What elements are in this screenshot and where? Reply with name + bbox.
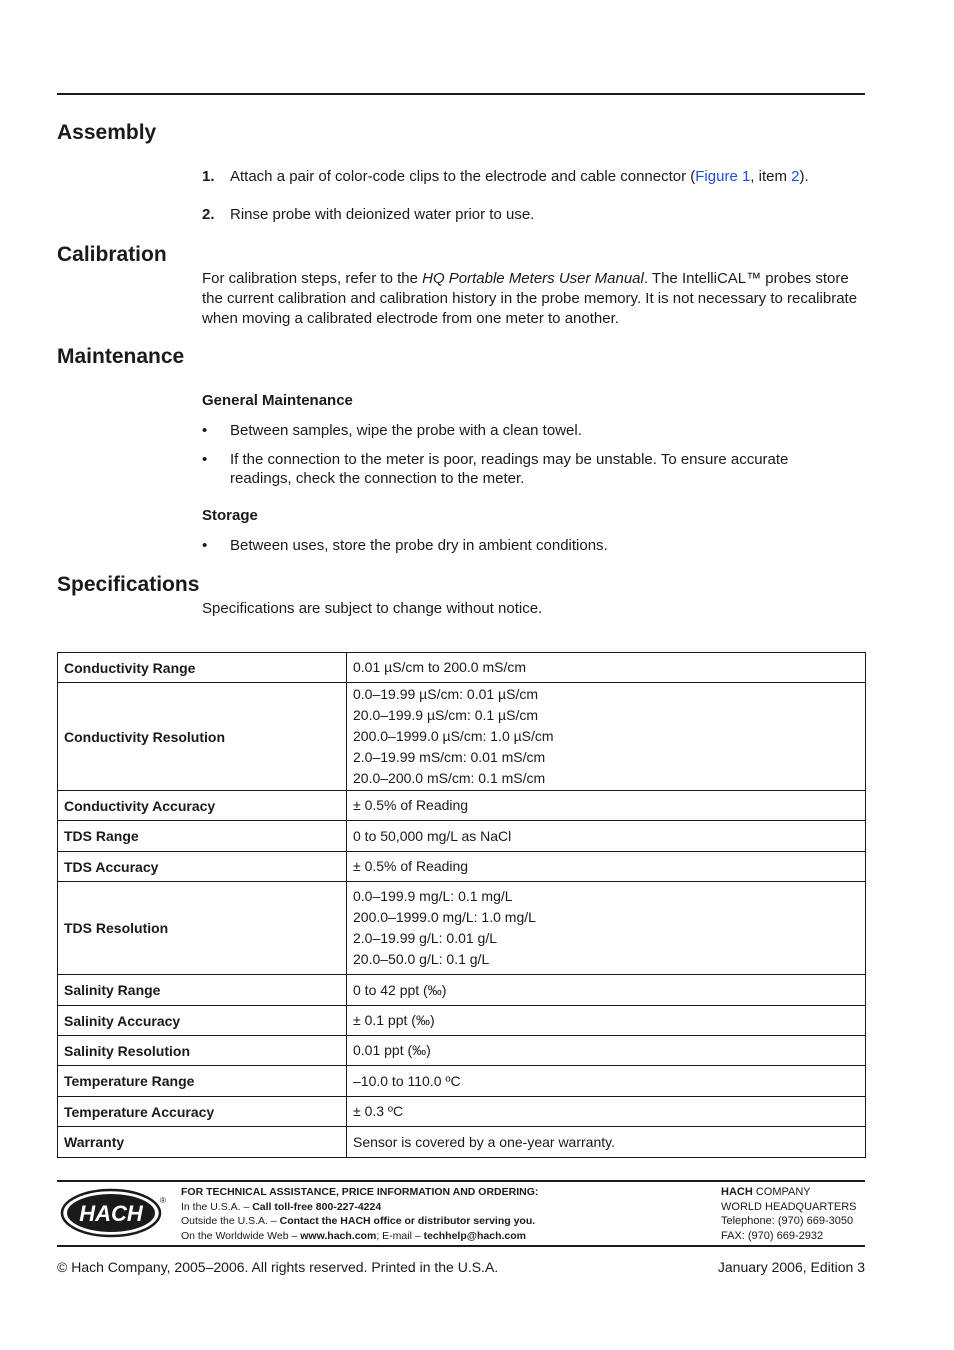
spec-value: [347, 653, 866, 683]
outside-line: [181, 1214, 538, 1229]
spec-label: Salinity Range: [58, 975, 347, 1006]
spec-value-line: 20.0–50.0 g/L: 0.1 g/L: [353, 951, 490, 967]
spec-label: Conductivity Resolution: [58, 683, 347, 791]
spec-value: [347, 882, 866, 975]
bullet-text: If the connection to the meter is poor, readings may be unstable. To ensure accurate readings, check the connection to the meter.: [230, 451, 789, 487]
general-maintenance-heading: General Maintenance: [202, 392, 353, 409]
spec-value: [347, 791, 866, 821]
spec-value: [347, 1127, 866, 1158]
spec-value-line: 0 to 42 ppt (‰): [353, 981, 447, 998]
step-text: , item: [750, 168, 792, 185]
calibration-text: . The IntelliCAL™ probes store the current calibration and calibration history in the probe memory. It is not necessary to recalibrate when moving a calibrated electrode from one meter to another.: [202, 270, 858, 327]
bullet-text: Between samples, wipe the probe with a clean towel.: [230, 422, 582, 439]
spec-row: [58, 852, 866, 882]
spec-value-line: 0.01 ppt (‰): [353, 1042, 431, 1058]
calibration-heading: Calibration: [57, 243, 167, 266]
company-suffix: COMPANY: [752, 1186, 811, 1198]
spec-row: [58, 653, 866, 683]
web-line: [181, 1229, 538, 1244]
spec-row: [58, 683, 866, 791]
spec-row: [58, 882, 866, 975]
spec-value-line: ± 0.5% of Reading: [353, 797, 469, 813]
spec-value-line: 2.0–19.99 mS/cm: 0.01 mS/cm: [353, 749, 546, 765]
spec-label: TDS Range: [58, 821, 347, 852]
bullet-text: Between uses, store the probe dry in ambient conditions.: [230, 537, 608, 554]
spec-label: Conductivity Accuracy: [58, 791, 347, 821]
spec-row: [58, 821, 866, 852]
bullet-glyph: •: [202, 422, 208, 439]
storage-heading: Storage: [202, 507, 258, 524]
spec-value-line: ± 0.3 ºC: [353, 1103, 404, 1119]
spec-label: Salinity Resolution: [58, 1036, 347, 1066]
spec-label: Warranty: [58, 1127, 347, 1158]
website-link[interactable]: www.hach.com: [300, 1229, 377, 1242]
spec-label: Temperature Accuracy: [58, 1097, 347, 1127]
spec-value-line: 20.0–199.9 µS/cm: 0.1 µS/cm: [353, 707, 539, 723]
hq-phone: Telephone: (970) 669-3050: [721, 1215, 854, 1227]
usa-label: In the U.S.A. –: [181, 1200, 253, 1213]
outside-label: Outside the U.S.A. –: [181, 1215, 280, 1227]
spec-label: Conductivity Range: [58, 653, 347, 683]
spec-row: [58, 1066, 866, 1097]
figure-link[interactable]: Figure 1: [695, 168, 751, 185]
footer-top-rule: [57, 1180, 865, 1182]
company-brand: HACH: [721, 1186, 753, 1198]
spec-value-line: 0.01 µS/cm to 200.0 mS/cm: [353, 659, 527, 675]
hq-label: WORLD HEADQUARTERS: [721, 1200, 857, 1213]
spec-value: [347, 975, 866, 1006]
spec-value-line: 2.0–19.99 g/L: 0.01 g/L: [353, 930, 498, 946]
footer-bottom-rule: [57, 1245, 865, 1247]
spec-row: [58, 1127, 866, 1158]
step-text: Attach a pair of color-code clips to the electrode and cable connector (: [230, 168, 696, 185]
spec-value-line: 0 to 50,000 mg/L as NaCl: [353, 827, 512, 844]
step-number: 1.: [202, 168, 215, 185]
spec-value: [347, 852, 866, 882]
copyright: © Hach Company, 2005–2006. All rights reserved. Printed in the U.S.A.: [57, 1259, 499, 1275]
spec-value-line: Sensor is covered by a one-year warranty.: [353, 1133, 615, 1150]
item-link[interactable]: 2: [791, 168, 800, 185]
hq-fax: FAX: (970) 669-2932: [721, 1229, 824, 1242]
headquarters-block: [721, 1185, 856, 1243]
edition: January 2006, Edition 3: [717, 1259, 865, 1275]
top-rule: [57, 93, 865, 95]
spec-row: [58, 1006, 866, 1036]
outside-instruction: Contact the HACH office or distributor serving you.: [279, 1215, 536, 1227]
spec-value-line: 0.0–19.99 µS/cm: 0.01 µS/cm: [353, 686, 539, 702]
hach-logo: [60, 1188, 162, 1238]
spec-value-line: –10.0 to 110.0 ºC: [353, 1072, 461, 1089]
registered-mark: ®: [160, 1196, 166, 1205]
bullet-glyph: •: [202, 537, 208, 554]
spec-value-line: 200.0–1999.0 µS/cm: 1.0 µS/cm: [353, 728, 554, 744]
company-name: [721, 1185, 856, 1200]
usa-line: [181, 1200, 538, 1215]
spec-value: [347, 1066, 866, 1097]
spec-label: Temperature Range: [58, 1066, 347, 1097]
spec-value: [347, 1036, 866, 1066]
spec-row: [58, 1036, 866, 1066]
bullet-glyph: •: [202, 451, 208, 468]
spec-label: Salinity Accuracy: [58, 1006, 347, 1036]
specifications-heading: Specifications: [57, 573, 200, 596]
spec-value-line: 200.0–1999.0 mg/L: 1.0 mg/L: [353, 909, 536, 925]
spec-value-line: 0.0–199.9 mg/L: 0.1 mg/L: [353, 888, 513, 904]
spec-row: [58, 1097, 866, 1127]
spec-value-line: ± 0.1 ppt (‰): [353, 1012, 435, 1028]
toll-free-number: Call toll-free 800-227-4224: [252, 1200, 382, 1213]
technical-assistance-block: [181, 1185, 538, 1243]
spec-value: [347, 683, 866, 791]
step-number: 2.: [202, 206, 215, 223]
spec-label: TDS Accuracy: [58, 852, 347, 882]
spec-row: [58, 791, 866, 821]
email-link[interactable]: techhelp@hach.com: [423, 1229, 527, 1242]
manual-title: HQ Portable Meters User Manual: [422, 270, 644, 287]
assembly-heading: Assembly: [57, 121, 157, 144]
step-text: ).: [799, 168, 809, 185]
web-label: On the Worldwide Web –: [181, 1229, 301, 1242]
spec-label: TDS Resolution: [58, 882, 347, 975]
spec-value: [347, 821, 866, 852]
calibration-paragraph: [202, 269, 867, 329]
logo-text: HACH: [79, 1201, 143, 1226]
maintenance-heading: Maintenance: [57, 345, 185, 368]
spec-row: [58, 975, 866, 1006]
spec-value-line: 20.0–200.0 mS/cm: 0.1 mS/cm: [353, 770, 546, 786]
email-label: ; E-mail –: [376, 1229, 424, 1242]
spec-value: [347, 1006, 866, 1036]
specifications-table: [57, 652, 866, 1158]
step-text: Rinse probe with deionized water prior to use.: [230, 206, 535, 223]
spec-value: [347, 1097, 866, 1127]
calibration-text: For calibration steps, refer to the: [202, 270, 423, 287]
assist-heading: FOR TECHNICAL ASSISTANCE, PRICE INFORMATION AND ORDERING:: [181, 1186, 539, 1198]
specifications-note: Specifications are subject to change without notice.: [202, 600, 543, 617]
spec-value-line: ± 0.5% of Reading: [353, 858, 469, 874]
